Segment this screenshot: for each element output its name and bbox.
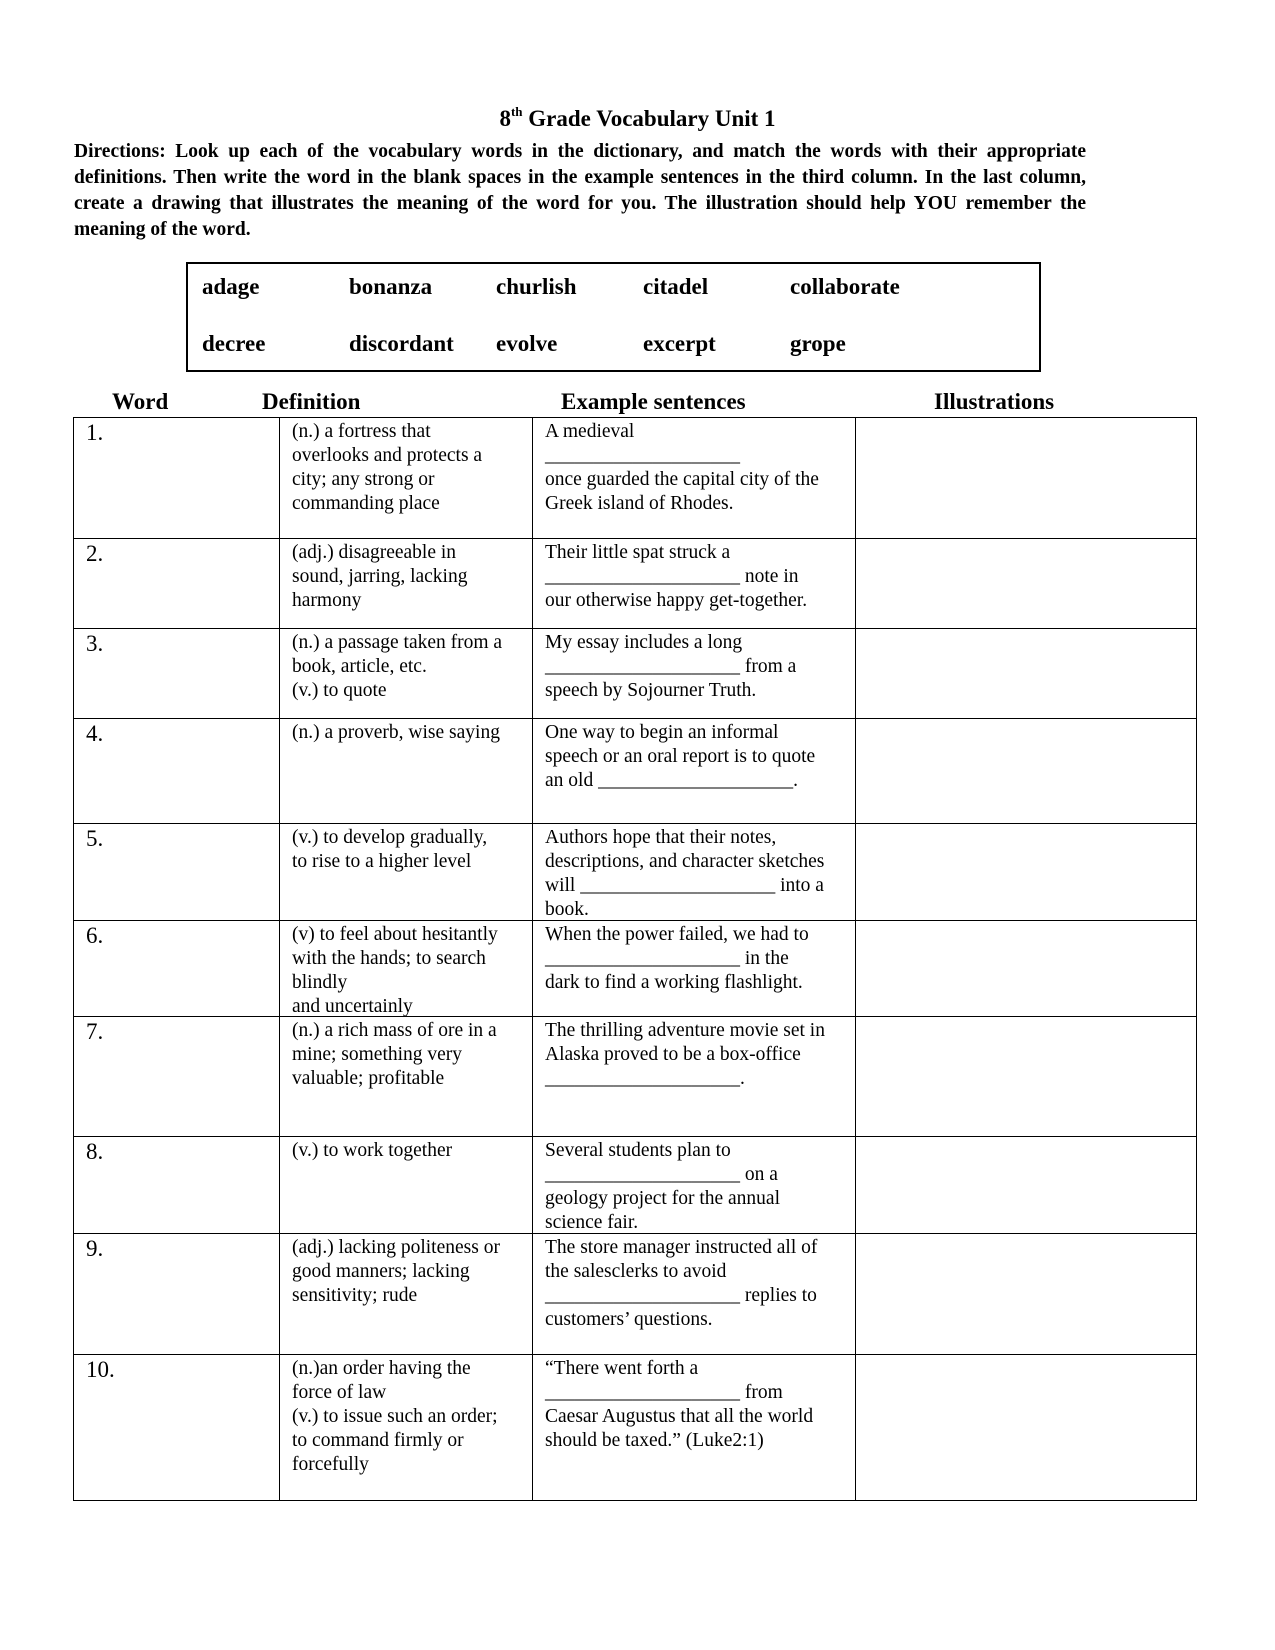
word-bank-item: churlish (496, 274, 577, 299)
row-definition: (v) to feel about hesitantly with the hands; to search blindly and uncertainly (292, 924, 498, 1017)
row-number: 5. (86, 826, 104, 851)
row-number: 2. (86, 541, 104, 566)
row-number: 1. (86, 420, 104, 445)
row-example: The store manager instructed all of the salesclerks to avoid ____________________ replies to customers’ questions. (545, 1237, 818, 1330)
row-definition: (n.)an order having the force of law (v.) to issue such an order; to command firmly or forcefully (292, 1358, 498, 1475)
row-number: 9. (86, 1236, 104, 1261)
row-number: 4. (86, 721, 104, 746)
word-bank-item: discordant (349, 331, 454, 356)
word-bank-item: adage (202, 274, 260, 299)
title-rest: Grade Vocabulary Unit 1 (522, 106, 776, 131)
table-divider (279, 417, 280, 1501)
row-example: Authors hope that their notes, descriptions, and character sketches will ____________________ into a book. (545, 827, 825, 920)
row-number: 10. (86, 1357, 115, 1382)
word-bank-box (186, 262, 1041, 372)
row-definition: (adj.) disagreeable in sound, jarring, lacking harmony (292, 542, 468, 611)
row-definition: (n.) a rich mass of ore in a mine; something very valuable; profitable (292, 1020, 497, 1089)
row-example: My essay includes a long ____________________ from a speech by Sojourner Truth. (545, 632, 797, 701)
word-bank-item: citadel (643, 274, 709, 299)
row-definition: (n.) a passage taken from a book, article, etc. (v.) to quote (292, 632, 503, 701)
header-word: Word (112, 389, 169, 414)
row-definition: (n.) a fortress that overlooks and protects a city; any strong or commanding place (292, 421, 483, 514)
word-bank-item: grope (790, 331, 846, 356)
directions-paragraph: Directions: Look up each of the vocabulary words in the dictionary, and match the words with their appropriate definitions. Then write the word in the blank spaces in the example sentences in the third column. In the last column, create a drawing that illustrates the meaning of the word for you. The illustration should help YOU remember the meaning of the word. (74, 141, 1086, 240)
row-definition: (n.) a proverb, wise saying (292, 722, 500, 743)
row-example: “There went forth a ____________________ from Caesar Augustus that all the world should be taxed.” (Luke2:1) (545, 1358, 814, 1451)
table-divider (73, 823, 1197, 824)
table-divider (73, 718, 1197, 719)
table-divider (73, 1136, 1197, 1137)
header-example: Example sentences (561, 389, 746, 414)
row-definition: (v.) to develop gradually, to rise to a higher level (292, 827, 488, 872)
row-example: The thrilling adventure movie set in Alaska proved to be a box-office ____________________. (545, 1020, 825, 1089)
table-divider (73, 1016, 1197, 1017)
table-divider (73, 538, 1197, 539)
row-number: 8. (86, 1139, 104, 1164)
row-definition: (adj.) lacking politeness or good manners; lacking sensitivity; rude (292, 1237, 500, 1306)
word-bank-item: bonanza (349, 274, 433, 299)
title-suffix: th (510, 104, 523, 119)
header-definition: Definition (262, 389, 361, 414)
row-example: When the power failed, we had to ____________________ in the dark to find a working flashlight. (545, 924, 809, 993)
table-divider (532, 417, 533, 1501)
row-example: A medieval ____________________ once guarded the capital city of the Greek island of Rhodes. (545, 421, 819, 514)
word-bank-item: collaborate (790, 274, 900, 299)
table-divider (73, 1354, 1197, 1355)
title-grade: 8 (499, 106, 511, 131)
word-bank-item: decree (202, 331, 266, 356)
row-number: 3. (86, 631, 104, 656)
row-number: 7. (86, 1019, 104, 1044)
row-definition: (v.) to work together (292, 1140, 453, 1161)
word-bank-item: evolve (496, 331, 558, 356)
row-number: 6. (86, 923, 104, 948)
header-illustrations: Illustrations (934, 389, 1055, 414)
row-example: Several students plan to ____________________ on a geology project for the annual science fair. (545, 1140, 780, 1233)
page-title (0, 106, 1275, 132)
table-divider (73, 628, 1197, 629)
word-bank-item: excerpt (643, 331, 716, 356)
row-example: One way to begin an informal speech or an oral report is to quote an old ____________________. (545, 722, 816, 791)
row-example: Their little spat struck a ____________________ note in our otherwise happy get-together. (545, 542, 808, 611)
